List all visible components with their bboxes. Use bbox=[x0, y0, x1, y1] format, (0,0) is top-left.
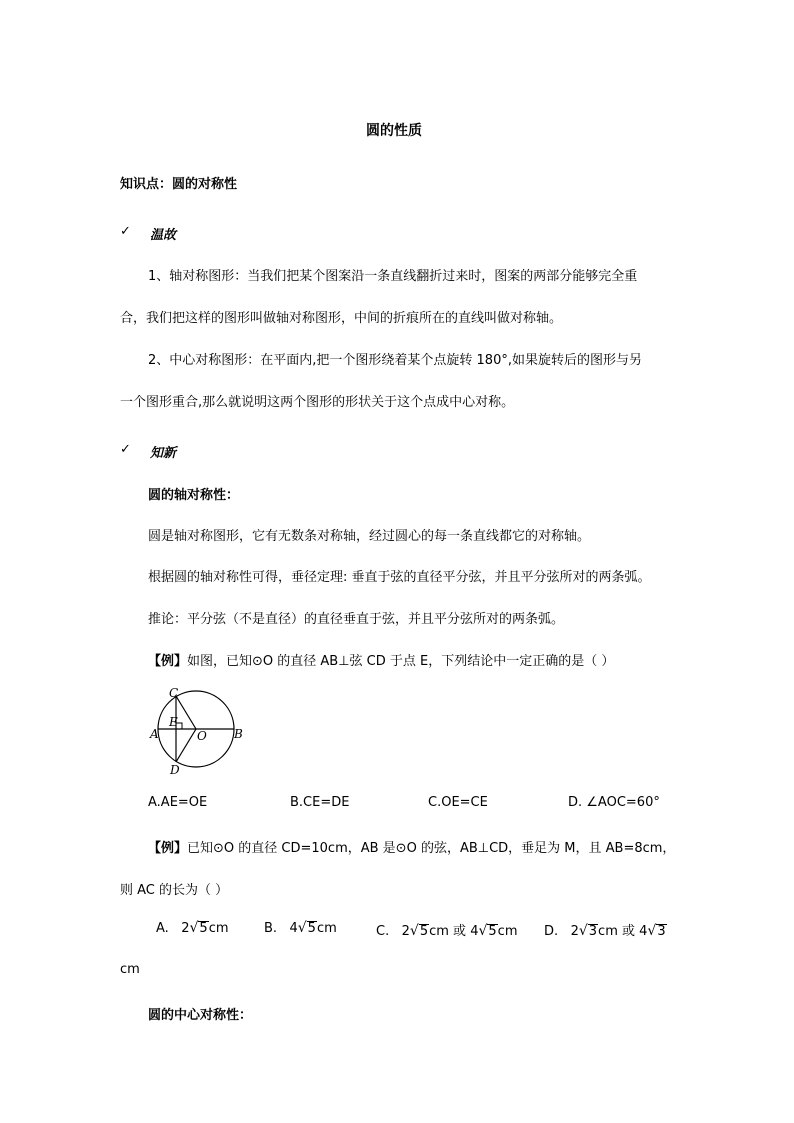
label-a: A bbox=[150, 727, 159, 741]
new-heading: 知新 bbox=[150, 446, 177, 461]
review-paragraph-2-line-2: 一个图形重合,那么就说明这两个图形的形状关于这个点成中心对称。 bbox=[120, 395, 515, 410]
example-2-option-d-unit: cm bbox=[120, 962, 140, 977]
central-symmetry-heading: 圆的中心对称性： bbox=[148, 1008, 253, 1023]
example-2-option-b: B. 4√5cm bbox=[264, 920, 337, 936]
page-title: 圆的性质 bbox=[366, 123, 422, 139]
example-1-option-c: C.OE=CE bbox=[428, 795, 488, 810]
axial-line-c: 推论：平分弦（不是直径）的直径垂直于弦，并且平分弦所对的两条弧。 bbox=[148, 612, 565, 627]
example-2-prefix: 【例】 bbox=[148, 841, 188, 856]
sqrt-icon: √ bbox=[189, 920, 199, 936]
example-2-line-2: 则 AC 的长为（ ） bbox=[120, 883, 229, 898]
example-2-option-a: A. 2√5cm bbox=[156, 920, 229, 936]
example-2-option-c: C. 2√5cm 或 4√5cm bbox=[376, 923, 518, 939]
example-1-option-b: B.CE=DE bbox=[290, 795, 350, 810]
review-paragraph-1-line-1: 1、轴对称图形：当我们把某个图案沿一条直线翻折过来时，图案的两部分能够完全重 bbox=[148, 269, 638, 284]
example-1-option-d: D. ∠AOC=60° bbox=[568, 795, 660, 810]
sqrt-icon: √ bbox=[478, 923, 488, 939]
knowledge-point-heading: 知识点：圆的对称性 bbox=[120, 177, 238, 192]
label-o: O bbox=[197, 729, 207, 743]
segment-do bbox=[176, 729, 196, 762]
axial-line-b: 根据圆的轴对称性可得，垂径定理: 垂直于弦的直径平分弦，并且平分弦所对的两条弧。 bbox=[148, 570, 651, 585]
example-1-option-a: A.AE=OE bbox=[148, 795, 208, 810]
sqrt-icon: √ bbox=[578, 923, 588, 939]
review-paragraph-1-line-2: 合，我们把这样的图形叫做轴对称图形，中间的折痕所在的直线叫做对称轴。 bbox=[120, 311, 563, 326]
sqrt-icon: √ bbox=[647, 923, 657, 939]
segment-co bbox=[176, 696, 196, 729]
sqrt-icon: √ bbox=[297, 920, 307, 936]
example-2-line-1 bbox=[148, 837, 675, 856]
label-e: E bbox=[169, 715, 178, 729]
label-c: C bbox=[169, 686, 179, 700]
example-1 bbox=[148, 650, 614, 669]
example-2-text-1: 已知⊙O 的直径 CD=10cm，AB 是⊙O 的弦，AB⊥CD，垂足为 M，且 AB=8cm， bbox=[187, 841, 676, 856]
example-1-text: 如图，已知⊙O 的直径 AB⊥弦 CD 于点 E，下列结论中一定正确的是（ ） bbox=[187, 654, 615, 669]
check-icon: ✓ bbox=[120, 442, 131, 457]
example-1-prefix: 【例】 bbox=[148, 654, 188, 669]
check-icon: ✓ bbox=[120, 224, 131, 239]
review-paragraph-2-line-1: 2、中心对称图形：在平面内,把一个图形绕着某个点旋转 180°,如果旋转后的图形与另 bbox=[148, 353, 642, 368]
example-2-option-d: D. 2√3cm 或 4√3 bbox=[544, 923, 666, 939]
axial-line-a: 圆是轴对称图形，它有无数条对称轴，经过圆心的每一条直线都它的对称轴。 bbox=[148, 529, 591, 544]
review-heading: 温故 bbox=[150, 228, 177, 243]
sqrt-icon: √ bbox=[409, 923, 419, 939]
label-d: D bbox=[170, 763, 180, 777]
circle-figure bbox=[140, 682, 260, 782]
axial-symmetry-heading: 圆的轴对称性： bbox=[148, 488, 240, 503]
label-b: B bbox=[234, 727, 243, 741]
